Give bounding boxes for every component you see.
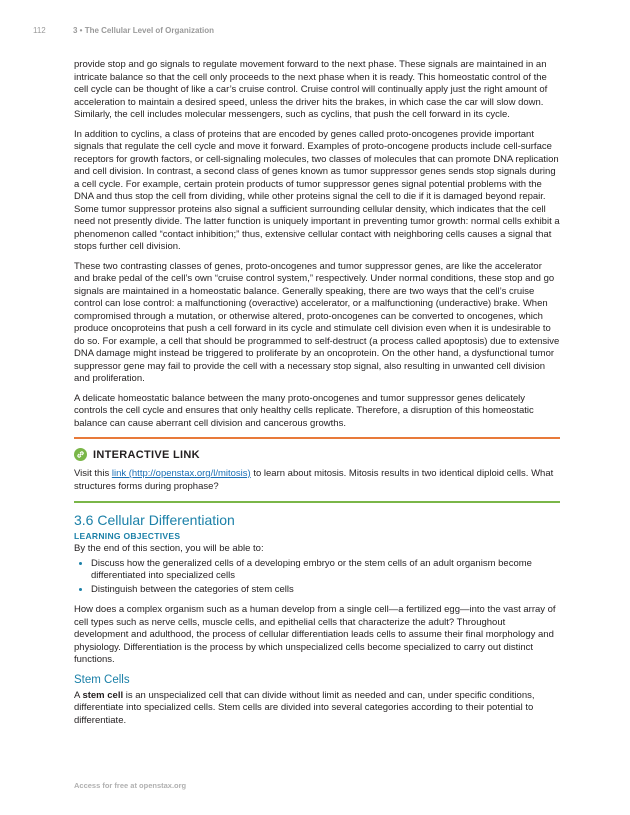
interactive-link-text-after: to learn about mitosis. Mitosis results in two identical diploid cells. What structures forms during prophase? (74, 468, 554, 492)
learning-objectives-title: LEARNING OBJECTIVES (74, 531, 181, 541)
page-footer: Access for free at openstax.org (74, 781, 187, 790)
interactive-link-text-before: Visit this (74, 468, 112, 479)
objectives-list (74, 558, 560, 597)
interactive-link-box (74, 437, 560, 503)
section-title: 3.6 Cellular Differentiation (74, 512, 235, 528)
intro-paragraph: How does a complex organism such as a human develop from a single cell—a fertilized egg—into the vast array of cell types such as nerve cells, muscle cells, and epithelial cells that characterize the adult? Throughout development and adulthood, the process of cellular differentiation leads cells to assume their final morphology and physiology. Differentiation is the process by which unspecialized cells become specialized to carry out distinct functions. (74, 604, 556, 665)
link-icon (74, 448, 87, 461)
objective-item: • Discuss how the generalized cells of a developing embryo or the stem cells of an adult organism become differentiated into specialized cells (91, 558, 560, 583)
body-paragraph: In addition to cyclins, a class of proteins that are encoded by genes called proto-oncogenes provide important signals that regulate the cell cycle and move it forward. Examples of proto-oncogene products include cell-surface receptors for growth factors, or cell-signaling molecules, two classes of molecules that can promote DNA replication and cell division. In contrast, a second class of genes known as tumor suppressor genes sends stop signals during a cell cycle. For example, certain protein products of tumor suppressor genes signal potential problems with the DNA and thus stop the cell from dividing, while other proteins signal the cell to die if it is damaged beyond repair. Some tumor suppressor proteins also signal a sufficient surrounding cellular density, which indicates that the cell need not presently divide. The latter function is uniquely important in preventing tumor growth: normal cells exhibit a phenomenon called “contact inhibition;” thus, extensive cellular contact with neighboring cells causes a signal that stops further cell division. (74, 128, 560, 252)
interactive-link-title: INTERACTIVE LINK (93, 448, 200, 461)
body-paragraph: These two contrasting classes of genes, proto-oncogenes and tumor suppressor genes, are like the accelerator and brake pedal of the cell’s own “cruise control system,” respectively. Under normal conditions, these stop and go signals are maintained in a homeostatic balance. Generally speaking, there are two ways that the cell’s cruise control can lose control: a malfunctioning (overactive) accelerator, or a malfunctioning (underactive) brake. When compromised through a mutation, or otherwise altered, proto-oncogenes can be converted to oncogenes, which produce oncoproteins that push a cell forward in its cycle and stimulate cell division even when it is undesirable to do so. For example, a cell that should be programmed to self-destruct (a process called apoptosis) due to extensive DNA damage might instead be triggered to proliferate by an oncoprotein. On the other hand, a dysfunctional tumor suppressor gene may fail to provide the cell with a necessary stop signal, also resulting in unwanted cell division and proliferation. (74, 260, 560, 384)
objective-item: • Distinguish between the categories of stem cells (91, 584, 560, 597)
interactive-link-heading (74, 448, 560, 461)
mitosis-link[interactable]: link (http://openstax.org/l/mitosis) (111, 468, 251, 479)
objectives-intro: By the end of this section, you will be able to: (74, 543, 264, 554)
body-paragraph: provide stop and go signals to regulate movement forward to the next phase. These signals are maintained in an intricate balance so that the cell only proceeds to the next phase when it is ready. This homeostatic control of the cell cycle can be thought of like a car’s cruise control. Cruise control will continually apply just the right amount of acceleration to maintain a desired speed, unless the driver hits the brakes, in which case the car will slow down. Similarly, the cell includes molecular messengers, such as cyclins, that push the cell forward in its cycle. (74, 59, 548, 120)
page-content (74, 59, 560, 734)
page-number: 112 (33, 26, 46, 35)
chapter-title: 3 • The Cellular Level of Organization (73, 26, 215, 35)
body-paragraph: A delicate homeostatic balance between the many proto-oncogenes and tumor suppressor genes delicately controls the cell cycle and ensures that only healthy cells replicate. Therefore, a disruption of this homeostatic balance can cause aberrant cell division and cancerous growths. (74, 392, 534, 429)
stem-definition: is an unspecialized cell that can divide without limit as needed and can, under specific conditions, differentiate into specialized cells. Stem cells are divided into several categories according to their potential to differentiate. (74, 689, 535, 726)
page-header (33, 26, 214, 35)
interactive-link-text (74, 468, 560, 493)
subsection-title: Stem Cells (74, 673, 130, 686)
stem-cell-term: stem cell (82, 689, 124, 701)
stem-cell-paragraph (74, 690, 560, 728)
stem-prefix: A (74, 689, 83, 701)
